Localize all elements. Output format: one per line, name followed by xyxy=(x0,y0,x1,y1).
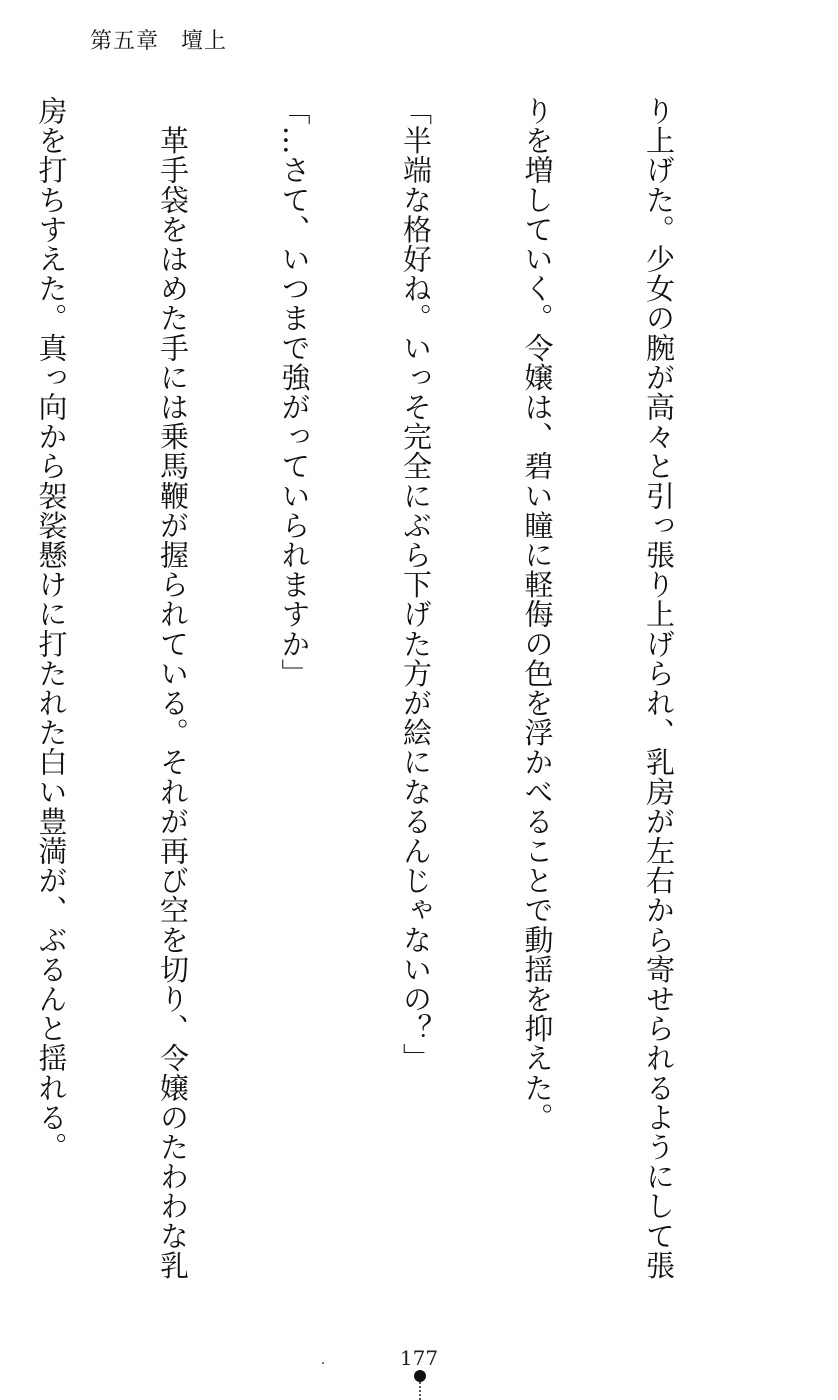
chapter-label: 第五章 xyxy=(90,29,160,54)
bookmark-ribbon-icon xyxy=(414,1370,426,1382)
text-line-2: りを増していく。令嬢は、碧い瞳に軽侮の色を浮かべることで動揺を抑えた。 xyxy=(520,96,555,1132)
text-line-3: 「半端な格好ね。いっそ完全にぶら下げた方が絵になるんじゃないの？」 xyxy=(399,96,433,1073)
chapter-title: 壇上 xyxy=(181,29,228,54)
running-header xyxy=(90,24,227,55)
text-line-1: り上げた。少女の腕が高々と引っ張り上げられ、乳房が左右から寄せられるようにして張 xyxy=(642,96,676,1280)
text-line-6: 房を打ちすえた。真っ向から袈裟懸けに打たれた白い豊満が、ぶるんと揺れる。 xyxy=(34,96,69,1162)
bookmark-thread xyxy=(419,1382,423,1400)
page-number: 177 xyxy=(399,1346,439,1370)
text-line-4: 「…さて、いつまで強がっていられますか」 xyxy=(277,96,312,688)
vertical-body-text xyxy=(34,96,760,1280)
text-line-5: 革手袋をはめた手には乗馬鞭が握られている。それが再び空を切り、令嬢のたわわな乳 xyxy=(156,96,190,1280)
